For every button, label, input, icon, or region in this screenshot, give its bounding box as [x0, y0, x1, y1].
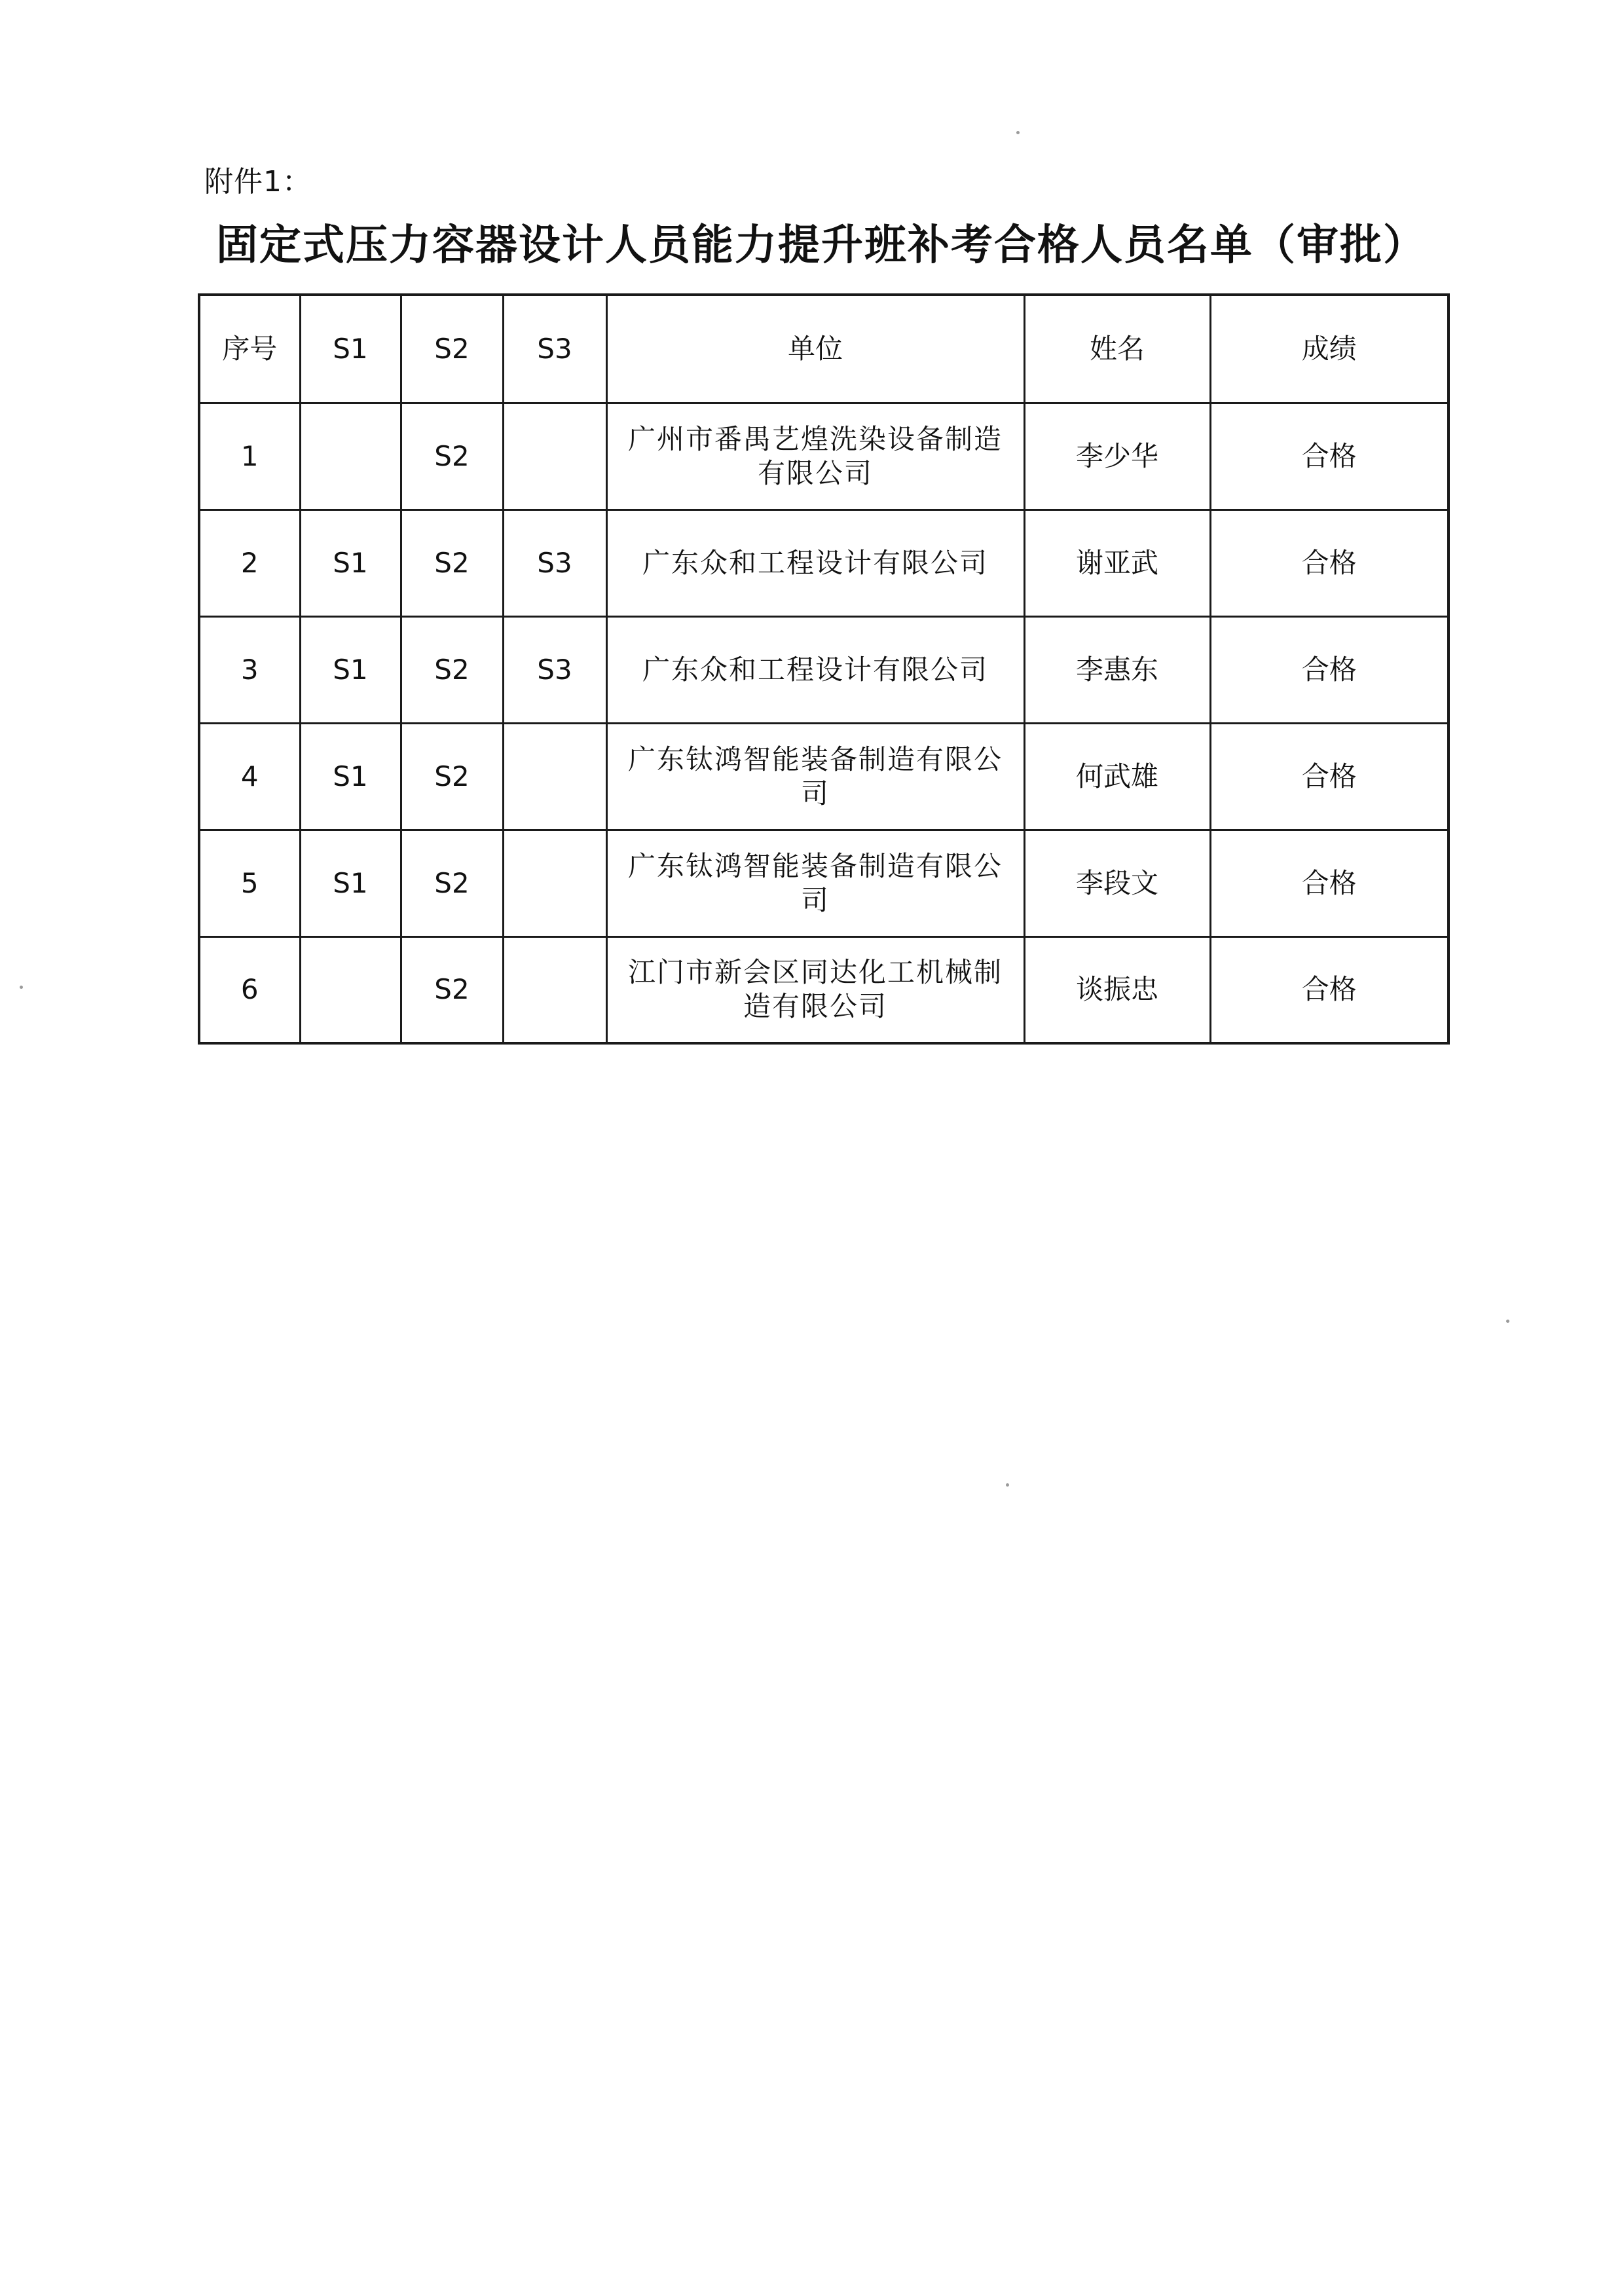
cell-result: 合格 — [1210, 403, 1449, 509]
cell-s2: S2 — [401, 509, 503, 616]
cell-result: 合格 — [1210, 830, 1449, 936]
cell-no: 4 — [199, 723, 300, 830]
cell-name: 李少华 — [1024, 403, 1210, 509]
attachment-label: 附件1： — [204, 165, 312, 198]
cell-no: 5 — [199, 830, 300, 936]
cell-name: 何武雄 — [1024, 723, 1210, 830]
header-s3: S3 — [503, 295, 606, 403]
cell-result: 合格 — [1210, 723, 1449, 830]
scan-speck — [1016, 131, 1020, 134]
cell-s1: S1 — [300, 616, 401, 723]
cell-s2: S2 — [401, 616, 503, 723]
header-name: 姓名 — [1024, 295, 1210, 403]
table-row — [199, 616, 1449, 723]
cell-name: 李段文 — [1024, 830, 1210, 936]
cell-no: 2 — [199, 509, 300, 616]
header-no: 序号 — [199, 295, 300, 403]
table-row — [199, 509, 1449, 616]
table-row — [199, 936, 1449, 1043]
cell-no: 3 — [199, 616, 300, 723]
cell-s2: S2 — [401, 830, 503, 936]
cell-s3: S3 — [503, 616, 606, 723]
cell-s2: S2 — [401, 403, 503, 509]
scan-speck — [20, 986, 23, 989]
cell-name: 谢亚武 — [1024, 509, 1210, 616]
cell-s1 — [300, 936, 401, 1043]
cell-unit: 广东众和工程设计有限公司 — [606, 509, 1024, 616]
cell-unit: 广东钛鸿智能装备制造有限公司 — [606, 830, 1024, 936]
header-result: 成绩 — [1210, 295, 1449, 403]
cell-s1: S1 — [300, 509, 401, 616]
cell-s1: S1 — [300, 723, 401, 830]
cell-s2: S2 — [401, 723, 503, 830]
cell-result: 合格 — [1210, 616, 1449, 723]
cell-s3 — [503, 830, 606, 936]
cell-result: 合格 — [1210, 509, 1449, 616]
table-row — [199, 723, 1449, 830]
cell-unit: 广东众和工程设计有限公司 — [606, 616, 1024, 723]
cell-s1 — [300, 403, 401, 509]
cell-name: 李惠东 — [1024, 616, 1210, 723]
cell-s3: S3 — [503, 509, 606, 616]
cell-name: 谈振忠 — [1024, 936, 1210, 1043]
header-s1: S1 — [300, 295, 401, 403]
cell-unit: 江门市新会区同达化工机械制造有限公司 — [606, 936, 1024, 1043]
scan-speck — [1506, 1320, 1509, 1323]
cell-no: 6 — [199, 936, 300, 1043]
cell-s1: S1 — [300, 830, 401, 936]
table-row — [199, 830, 1449, 936]
document-title: 固定式压力容器设计人员能力提升班补考合格人员名单（审批） — [216, 221, 1426, 270]
cell-s3 — [503, 403, 606, 509]
header-unit: 单位 — [606, 295, 1024, 403]
scan-speck — [1006, 1483, 1009, 1487]
table-row — [199, 403, 1449, 509]
qualified-personnel-table — [198, 293, 1450, 1045]
table-header-row — [199, 295, 1449, 403]
header-s2: S2 — [401, 295, 503, 403]
cell-s3 — [503, 723, 606, 830]
cell-no: 1 — [199, 403, 300, 509]
cell-unit: 广东钛鸿智能装备制造有限公司 — [606, 723, 1024, 830]
cell-unit: 广州市番禺艺煌洗染设备制造有限公司 — [606, 403, 1024, 509]
cell-s3 — [503, 936, 606, 1043]
cell-s2: S2 — [401, 936, 503, 1043]
cell-result: 合格 — [1210, 936, 1449, 1043]
